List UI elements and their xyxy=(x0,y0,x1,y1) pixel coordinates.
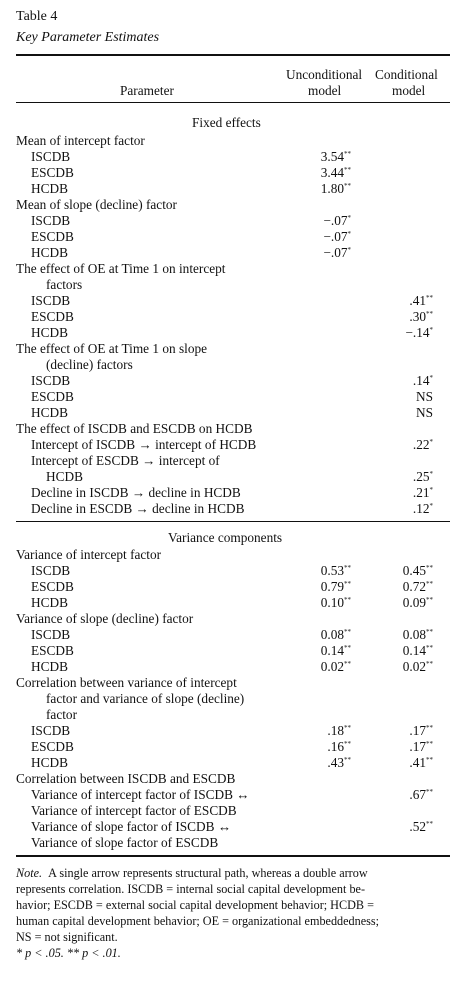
row-label: ISCDB xyxy=(31,373,71,388)
conditional-value: 0.09** xyxy=(402,595,433,610)
conditional-value: 0.14** xyxy=(402,643,433,658)
row-label: Variance of slope factor of ISCDB ↔ xyxy=(31,819,232,834)
row-label: Mean of slope (decline) factor xyxy=(16,197,177,212)
note-line: A single arrow represents structural path, whereas a double arrow xyxy=(48,866,368,880)
conditional-value: .22* xyxy=(412,437,433,452)
unconditional-value: 0.14** xyxy=(320,643,351,658)
conditional-value: .41** xyxy=(409,755,433,770)
unconditional-value: .16** xyxy=(327,739,351,754)
conditional-value: .41** xyxy=(409,293,433,308)
row-label: ESCDB xyxy=(31,579,74,594)
header-conditional-line1: Conditional xyxy=(375,67,438,82)
unconditional-value: −.07* xyxy=(323,245,351,260)
table-title: Key Parameter Estimates xyxy=(16,30,160,45)
row-label: HCDB xyxy=(31,405,68,420)
row-label: ESCDB xyxy=(31,389,74,404)
conditional-value: .30** xyxy=(409,309,433,324)
row-label: Variance of slope factor of ESCDB xyxy=(31,835,219,850)
row-label: ISCDB xyxy=(31,293,71,308)
bottom-rule xyxy=(16,855,450,857)
note-line: havior; ESCDB = external social capital development behavior; HCDB = xyxy=(16,898,374,912)
header-unconditional-line2: model xyxy=(308,83,342,98)
row-label: HCDB xyxy=(31,595,68,610)
unconditional-value: 0.10** xyxy=(320,595,351,610)
row-label: HCDB xyxy=(31,325,68,340)
conditional-value: NS xyxy=(416,405,433,420)
row-label: ISCDB xyxy=(31,723,71,738)
conditional-value: .52** xyxy=(409,819,433,834)
row-label: Intercept of ISCDB → intercept of HCDB xyxy=(31,437,257,452)
conditional-value: .67** xyxy=(409,787,433,802)
conditional-value: 0.02** xyxy=(402,659,433,674)
table-note xyxy=(16,865,452,961)
conditional-value: .25* xyxy=(412,469,433,484)
section-variance-components: Variance components xyxy=(168,530,283,545)
row-label: ESCDB xyxy=(31,309,74,324)
row-label: ESCDB xyxy=(31,165,74,180)
row-label: Decline in ISCDB → decline in HCDB xyxy=(31,485,241,500)
unconditional-value: −.07* xyxy=(323,229,351,244)
unconditional-value: 1.80** xyxy=(320,181,351,196)
unconditional-value: 0.79** xyxy=(320,579,351,594)
unconditional-value: 0.08** xyxy=(320,627,351,642)
row-label: ESCDB xyxy=(31,643,74,658)
conditional-value: 0.72** xyxy=(402,579,433,594)
row-label: Variance of intercept factor of ISCDB ↔ xyxy=(31,787,250,802)
note-line: NS = not significant. xyxy=(16,930,118,944)
header-conditional-line2: model xyxy=(392,83,426,98)
conditional-value: .14* xyxy=(412,373,433,388)
row-label: Mean of intercept factor xyxy=(16,133,145,148)
row-label: Variance of slope (decline) factor xyxy=(16,611,194,626)
row-label: Correlation between ISCDB and ESCDB xyxy=(16,771,236,786)
unconditional-value: .18** xyxy=(327,723,351,738)
row-label: HCDB xyxy=(46,469,83,484)
conditional-value: .17** xyxy=(409,739,433,754)
row-label: HCDB xyxy=(31,755,68,770)
table-label: Table 4 xyxy=(16,9,58,24)
note-significance: * p < .05. ** p < .01. xyxy=(16,946,121,960)
conditional-value: NS xyxy=(416,389,433,404)
note-line: represents correlation. ISCDB = internal social capital development be- xyxy=(16,882,366,896)
row-label: The effect of ISCDB and ESCDB on HCDB xyxy=(16,421,253,436)
row-label: (decline) factors xyxy=(46,357,133,372)
row-label: ISCDB xyxy=(31,213,71,228)
row-label: ISCDB xyxy=(31,563,71,578)
row-label: ESCDB xyxy=(31,739,74,754)
row-label: ESCDB xyxy=(31,229,74,244)
row-label: ISCDB xyxy=(31,627,71,642)
conditional-value: −.14* xyxy=(405,325,433,340)
header-parameter: Parameter xyxy=(120,83,174,98)
unconditional-value: 0.53** xyxy=(320,563,351,578)
unconditional-value: −.07* xyxy=(323,213,351,228)
row-label: Correlation between variance of intercept xyxy=(16,675,237,690)
conditional-value: 0.45** xyxy=(402,563,433,578)
header-unconditional-line1: Unconditional xyxy=(286,67,363,82)
conditional-value: .21* xyxy=(412,485,433,500)
row-label: Intercept of ESCDB → intercept of xyxy=(31,453,220,468)
unconditional-value: 3.44** xyxy=(320,165,351,180)
row-label: factors xyxy=(46,277,83,292)
row-label: factor xyxy=(46,707,78,722)
note-label: Note. xyxy=(16,866,43,880)
row-label: Variance of intercept factor of ESCDB xyxy=(31,803,237,818)
row-label: The effect of OE at Time 1 on intercept xyxy=(16,261,226,276)
top-rule xyxy=(16,54,450,56)
unconditional-value: 3.54** xyxy=(320,149,351,164)
conditional-value: 0.08** xyxy=(402,627,433,642)
unconditional-value: .43** xyxy=(327,755,351,770)
conditional-value: .12* xyxy=(412,501,433,516)
row-label: Variance of intercept factor xyxy=(16,547,162,562)
conditional-value: .17** xyxy=(409,723,433,738)
row-label: The effect of OE at Time 1 on slope xyxy=(16,341,208,356)
row-label: HCDB xyxy=(31,181,68,196)
section-fixed-effects: Fixed effects xyxy=(192,115,261,130)
unconditional-value: 0.02** xyxy=(320,659,351,674)
row-label: ISCDB xyxy=(31,149,71,164)
row-label: factor and variance of slope (decline) xyxy=(46,691,245,706)
row-label: HCDB xyxy=(31,659,68,674)
row-label: Decline in ESCDB → decline in HCDB xyxy=(31,501,245,516)
header-rule xyxy=(16,102,450,103)
row-label: HCDB xyxy=(31,245,68,260)
section-rule xyxy=(16,521,450,522)
note-line: human capital development behavior; OE = organizational embeddedness; xyxy=(16,914,380,928)
